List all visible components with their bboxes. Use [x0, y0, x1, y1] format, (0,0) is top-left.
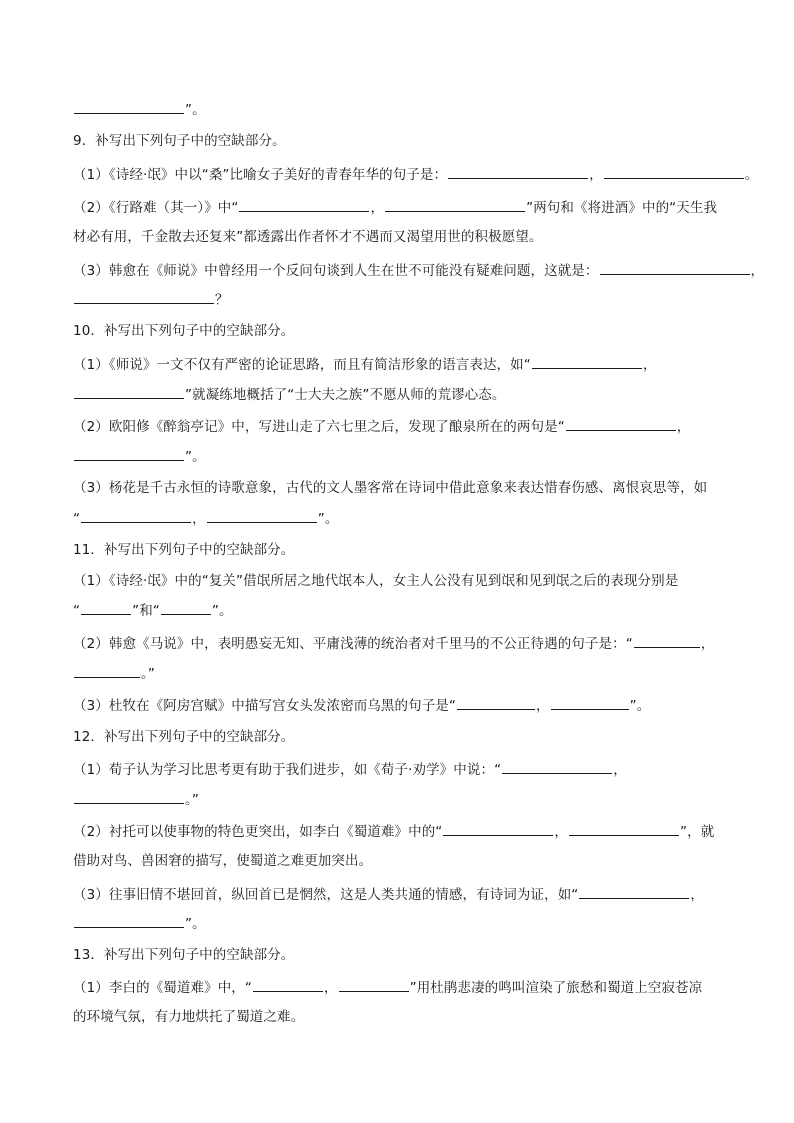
question-10-part-1-cont: ”就凝练地概括了“士大夫之族”不愿从师的荒谬心态。: [73, 384, 733, 405]
question-12-part-1-cont: 。”: [73, 789, 733, 810]
answer-blank[interactable]: [448, 164, 588, 179]
answer-blank[interactable]: [604, 164, 744, 179]
question-11-part-2: （2）韩愈《马说》中，表明愚妄无知、平庸浅薄的统治者对千里马的不公正待遇的句子是：“ ，: [73, 633, 733, 654]
answer-blank[interactable]: [81, 508, 191, 523]
question-10-heading: 10．补写出下列句子中的空缺部分。: [73, 323, 295, 339]
answer-blank[interactable]: [74, 289, 214, 304]
question-12-part-2-cont: 借助对鸟、兽困窘的描写，使蜀道之难更加突出。: [73, 853, 373, 869]
question-9-part-3: （3）韩愈在《师说》中曾经用一个反问句谈到人生在世不可能没有疑难问题，这就是： ，: [73, 260, 733, 281]
question-9-part-2-cont: 材必有用，千金散去还复来”都透露出作者怀才不遇而又渴望用世的积极愿望。: [73, 229, 543, 245]
answer-blank[interactable]: [457, 695, 535, 710]
question-10-part-2-cont: ”。: [73, 446, 733, 467]
question-12-part-1: （1）荀子认为学习比思考更有助于我们进步，如《荀子·劝学》中说：“ ，: [73, 759, 733, 780]
question-11-part-1: （1）《诗经·氓》中的“复关”借氓所居之地代氓本人，女主人公没有见到氓和见到氓之后的表现分别是: [73, 573, 679, 589]
question-10-part-2: （2）欧阳修《醉翁亭记》中，写进山走了六七里之后，发现了酿泉所在的两句是“ ，: [73, 416, 733, 437]
question-10-part-3: （3）杨花是千古永恒的诗歌意象，古代的文人墨客常在诗词中借此意象来表达惜春伤感、离恨哀思等，如: [73, 480, 708, 496]
question-13-heading: 13．补写出下列句子中的空缺部分。: [73, 947, 295, 963]
answer-blank[interactable]: [239, 197, 369, 212]
question-12-heading: 12．补写出下列句子中的空缺部分。: [73, 729, 295, 745]
answer-blank[interactable]: [579, 884, 689, 899]
question-12-part-3: （3）往事旧情不堪回首，纵回首已是惘然，这是人类共通的情感，有诗词为证，如“ ，: [73, 884, 733, 905]
answer-blank[interactable]: [566, 416, 676, 431]
answer-blank[interactable]: [253, 977, 323, 992]
answer-blank[interactable]: [339, 977, 409, 992]
question-12-part-2: （2）衬托可以使事物的特色更突出，如李白《蜀道难》中的“ ， ”，就: [73, 821, 733, 842]
answer-blank[interactable]: [551, 695, 629, 710]
question-11-part-2-cont: 。”: [73, 663, 733, 684]
question-10-part-3-cont: “ ， ”。: [73, 508, 733, 529]
question-10-part-1: （1）《师说》一文不仅有严密的论证思路，而且有简洁形象的语言表达，如“ ，: [73, 354, 733, 375]
answer-blank[interactable]: [74, 384, 184, 399]
question-9-part-3-cont: ？: [73, 289, 733, 310]
question-11-part-1-cont: “ ”和“ ”。: [73, 600, 733, 621]
question-9-part-1: （1）《诗经·氓》中以“桑”比喻女子美好的青春年华的句子是： ， 。: [73, 164, 733, 185]
answer-blank[interactable]: [532, 354, 642, 369]
answer-blank[interactable]: [502, 759, 612, 774]
question-12-part-3-cont: ”。: [73, 913, 733, 934]
answer-blank[interactable]: [74, 789, 184, 804]
question-11-part-3: （3）杜牧在《阿房宫赋》中描写宫女头发浓密而乌黑的句子是“ ， ”。: [73, 695, 733, 716]
answer-blank[interactable]: [81, 600, 131, 615]
answer-blank[interactable]: [443, 821, 553, 836]
answer-blank[interactable]: [634, 633, 700, 648]
question-13-part-1: （1）李白的《蜀道难》中，“ ， ”用杜鹃悲凄的鸣叫渲染了旅愁和蜀道上空寂苍凉: [73, 977, 733, 998]
answer-blank[interactable]: [207, 508, 317, 523]
answer-blank[interactable]: [161, 600, 211, 615]
answer-blank[interactable]: [600, 260, 750, 275]
question-11-heading: 11．补写出下列句子中的空缺部分。: [73, 542, 295, 558]
answer-blank[interactable]: [569, 821, 679, 836]
question-9-heading: 9．补写出下列句子中的空缺部分。: [73, 133, 286, 149]
answer-blank[interactable]: [74, 913, 184, 928]
answer-blank[interactable]: [74, 99, 184, 114]
question-13-part-1-cont: 的环境气氛，有力地烘托了蜀道之难。: [73, 1009, 305, 1025]
answer-blank[interactable]: [385, 197, 525, 212]
question-9-part-2: （2）《行路难（其一）》中“ ， ”两句和《将进酒》中的“天生我: [73, 197, 733, 218]
line-continuation: ”。: [73, 99, 733, 120]
answer-blank[interactable]: [74, 663, 140, 678]
answer-blank[interactable]: [74, 446, 184, 461]
